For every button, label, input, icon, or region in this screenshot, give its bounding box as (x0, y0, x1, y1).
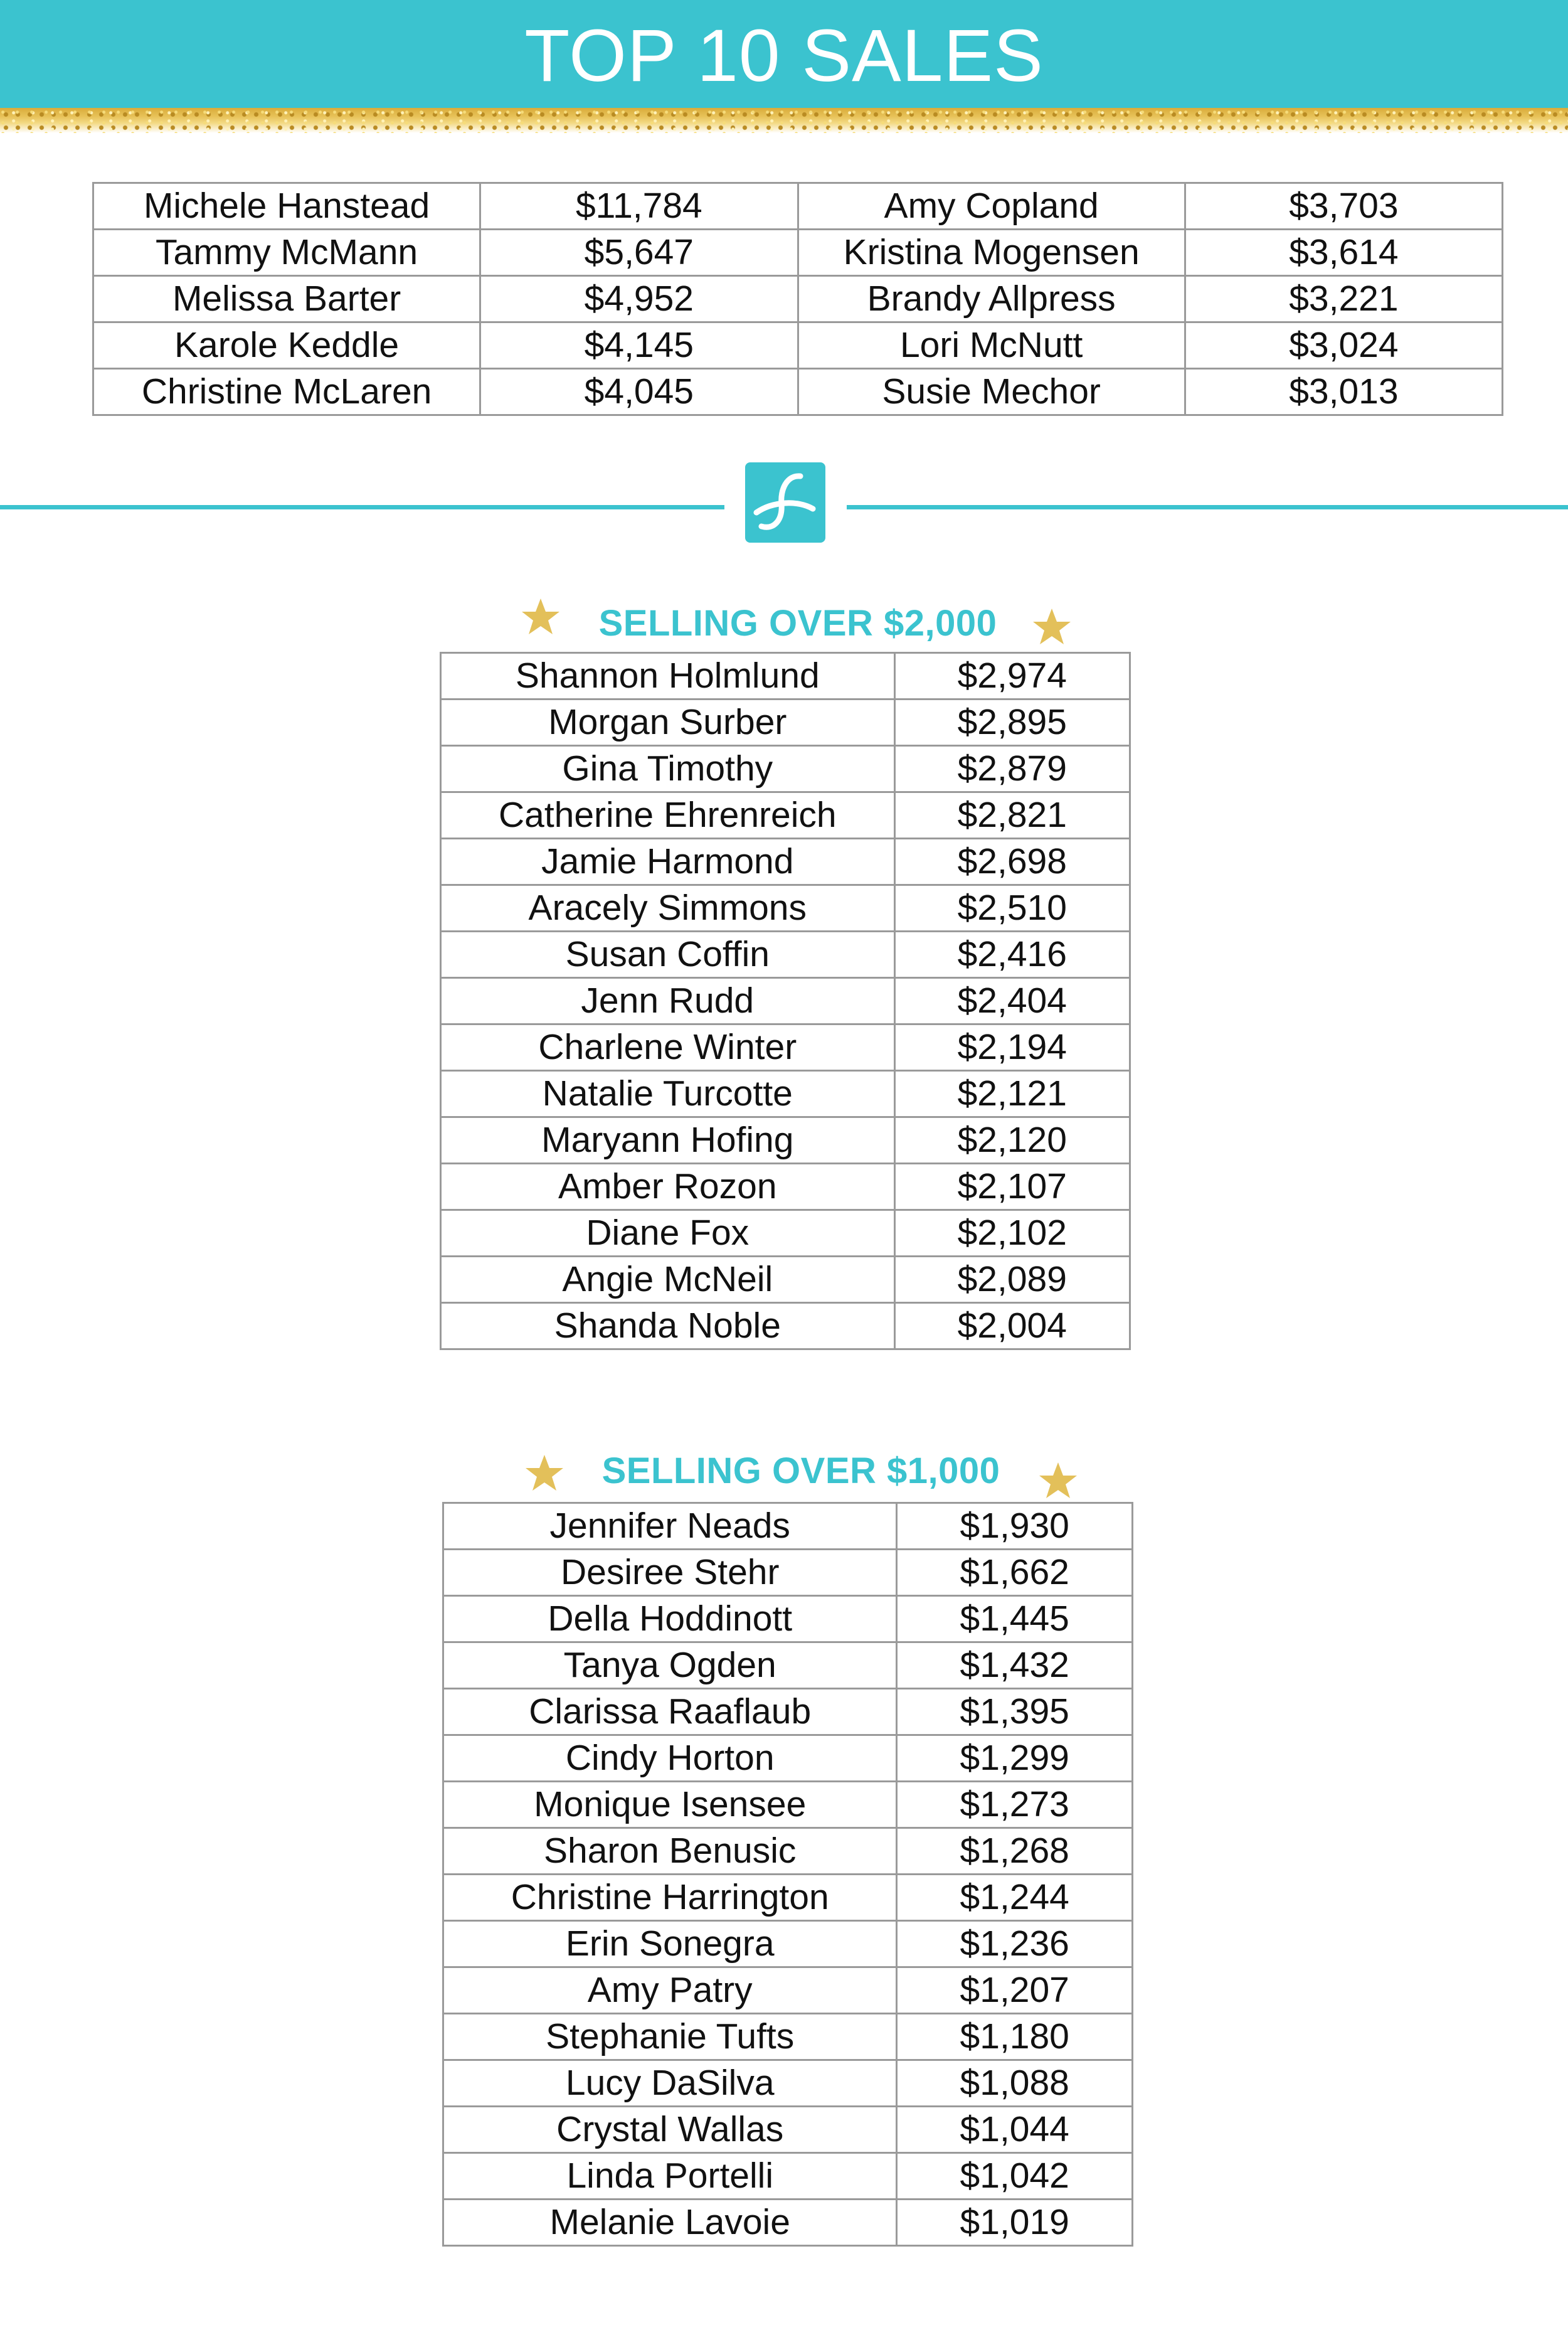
sales-amount: $2,102 (894, 1210, 1130, 1257)
seller-name: Melanie Lavoie (443, 2200, 897, 2246)
seller-name: Angie McNeil (441, 1257, 895, 1303)
sales-amount: $3,024 (1185, 322, 1502, 369)
sales-amount: $1,432 (897, 1642, 1133, 1689)
seller-name: Natalie Turcotte (441, 1071, 895, 1117)
seller-name: Amy Patry (443, 1967, 897, 2014)
brand-logo-icon (743, 460, 828, 545)
seller-name: Tammy McMann (93, 230, 480, 276)
sales-amount: $1,268 (897, 1828, 1133, 1875)
table-row (441, 792, 1130, 839)
table-row (443, 2014, 1133, 2060)
sales-amount: $11,784 (480, 183, 798, 230)
table-row (93, 369, 1503, 415)
sales-amount: $1,395 (897, 1689, 1133, 1735)
seller-name: Michele Hanstead (93, 183, 480, 230)
sales-amount: $1,445 (897, 1596, 1133, 1642)
sales-amount: $4,045 (480, 369, 798, 415)
sales-amount: $3,614 (1185, 230, 1502, 276)
table-row (443, 1550, 1133, 1596)
table-row (443, 1875, 1133, 1921)
sales-amount: $1,299 (897, 1735, 1133, 1782)
seller-name: Tanya Ogden (443, 1642, 897, 1689)
sales-amount: $2,974 (894, 653, 1130, 700)
seller-name: Jenn Rudd (441, 978, 895, 1024)
seller-name: Christine Harrington (443, 1875, 897, 1921)
table-row (441, 1164, 1130, 1210)
seller-name: Erin Sonegra (443, 1921, 897, 1967)
table-row (443, 1735, 1133, 1782)
table-row (441, 932, 1130, 978)
table-row (441, 1210, 1130, 1257)
table-row (443, 2200, 1133, 2246)
sales-amount: $3,013 (1185, 369, 1502, 415)
seller-name: Shanda Noble (441, 1303, 895, 1349)
sales-amount: $2,194 (894, 1024, 1130, 1071)
seller-name: Crystal Wallas (443, 2107, 897, 2153)
sales-amount: $2,416 (894, 932, 1130, 978)
sales-amount: $1,088 (897, 2060, 1133, 2107)
seller-name: Jamie Harmond (441, 839, 895, 885)
sales-amount: $2,107 (894, 1164, 1130, 1210)
sales-amount: $1,273 (897, 1782, 1133, 1828)
sales-amount: $2,879 (894, 746, 1130, 792)
table-row (441, 1303, 1130, 1349)
seller-name: Gina Timothy (441, 746, 895, 792)
seller-name: Jennifer Neads (443, 1503, 897, 1550)
table-row (441, 839, 1130, 885)
table-row (93, 322, 1503, 369)
section-heading-over-1000: SELLING OVER $1,000 (601, 1450, 1000, 1491)
star-icon (1031, 607, 1073, 648)
table-row (441, 653, 1130, 700)
seller-name: Karole Keddle (93, 322, 480, 369)
seller-name: Desiree Stehr (443, 1550, 897, 1596)
table-row (441, 1117, 1130, 1164)
seller-name: Stephanie Tufts (443, 2014, 897, 2060)
sales-amount: $2,510 (894, 885, 1130, 932)
table-row (443, 1503, 1133, 1550)
sales-amount: $1,207 (897, 1967, 1133, 2014)
sales-amount: $1,180 (897, 2014, 1133, 2060)
sales-amount: $2,821 (894, 792, 1130, 839)
table-row (443, 2153, 1133, 2200)
table-row (443, 1596, 1133, 1642)
table-row (441, 1024, 1130, 1071)
seller-name: Christine McLaren (93, 369, 480, 415)
table-row (443, 1828, 1133, 1875)
table-row (443, 2060, 1133, 2107)
seller-name: Cindy Horton (443, 1735, 897, 1782)
seller-name: Susie Mechor (798, 369, 1185, 415)
table-row (443, 1782, 1133, 1828)
seller-name: Lucy DaSilva (443, 2060, 897, 2107)
seller-name: Maryann Hofing (441, 1117, 895, 1164)
sales-amount: $4,145 (480, 322, 798, 369)
sales-amount: $4,952 (480, 276, 798, 322)
table-row (443, 1642, 1133, 1689)
table-row (93, 183, 1503, 230)
seller-name: Aracely Simmons (441, 885, 895, 932)
seller-name: Kristina Mogensen (798, 230, 1185, 276)
star-icon (1037, 1460, 1079, 1502)
table-row (443, 1689, 1133, 1735)
seller-name: Amber Rozon (441, 1164, 895, 1210)
table-row (441, 700, 1130, 746)
table-row (93, 276, 1503, 322)
table-row (441, 746, 1130, 792)
section-heading-over-2000: SELLING OVER $2,000 (598, 603, 997, 644)
sales-amount: $1,930 (897, 1503, 1133, 1550)
sales-amount: $2,121 (894, 1071, 1130, 1117)
sales-amount: $3,221 (1185, 276, 1502, 322)
selling-over-1000-table (442, 1502, 1133, 2247)
seller-name: Brandy Allpress (798, 276, 1185, 322)
sales-amount: $2,120 (894, 1117, 1130, 1164)
divider-line-right (847, 505, 1568, 509)
seller-name: Della Hoddinott (443, 1596, 897, 1642)
header-banner (0, 0, 1568, 108)
sales-amount: $1,019 (897, 2200, 1133, 2246)
table-row (441, 885, 1130, 932)
seller-name: Sharon Benusic (443, 1828, 897, 1875)
table-row (441, 1257, 1130, 1303)
sales-amount: $1,042 (897, 2153, 1133, 2200)
top-10-sales-table (92, 182, 1503, 416)
sales-amount: $1,236 (897, 1921, 1133, 1967)
sales-amount: $2,404 (894, 978, 1130, 1024)
seller-name: Susan Coffin (441, 932, 895, 978)
sales-amount: $1,244 (897, 1875, 1133, 1921)
seller-name: Morgan Surber (441, 700, 895, 746)
sales-amount: $3,703 (1185, 183, 1502, 230)
sales-amount: $2,895 (894, 700, 1130, 746)
seller-name: Monique Isensee (443, 1782, 897, 1828)
table-row (443, 1967, 1133, 2014)
divider-line-left (0, 505, 724, 509)
table-row (441, 1071, 1130, 1117)
seller-name: Diane Fox (441, 1210, 895, 1257)
sales-amount: $1,044 (897, 2107, 1133, 2153)
seller-name: Melissa Barter (93, 276, 480, 322)
sales-amount: $2,698 (894, 839, 1130, 885)
seller-name: Linda Portelli (443, 2153, 897, 2200)
table-row (93, 230, 1503, 276)
table-row (441, 978, 1130, 1024)
selling-over-2000-table (440, 652, 1131, 1350)
seller-name: Shannon Holmlund (441, 653, 895, 700)
seller-name: Catherine Ehrenreich (441, 792, 895, 839)
sales-amount: $2,004 (894, 1303, 1130, 1349)
sales-amount: $5,647 (480, 230, 798, 276)
seller-name: Lori McNutt (798, 322, 1185, 369)
table-row (443, 1921, 1133, 1967)
seller-name: Clarissa Raaflaub (443, 1689, 897, 1735)
page-title: TOP 10 SALES (524, 14, 1044, 97)
table-row (443, 2107, 1133, 2153)
sales-amount: $1,662 (897, 1550, 1133, 1596)
seller-name: Amy Copland (798, 183, 1185, 230)
sales-amount: $2,089 (894, 1257, 1130, 1303)
seller-name: Charlene Winter (441, 1024, 895, 1071)
gold-glitter-border (0, 108, 1568, 133)
